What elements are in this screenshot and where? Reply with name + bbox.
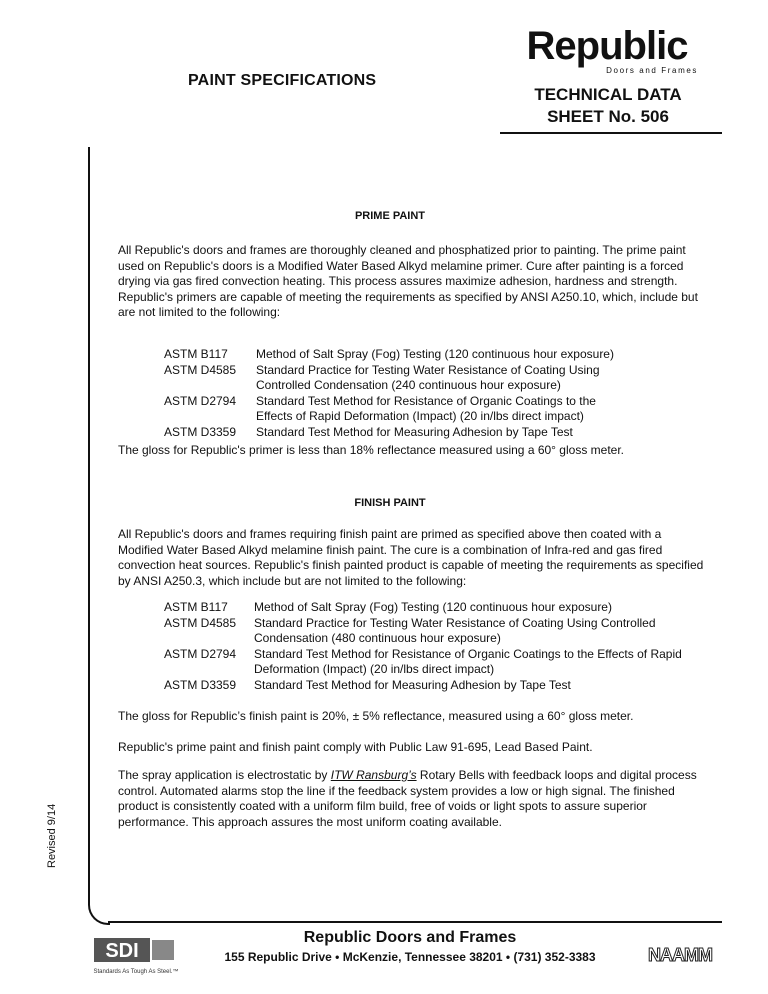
page-title: PAINT SPECIFICATIONS	[188, 72, 377, 89]
itw-ransburg-link[interactable]: ITW Ransburg’s	[330, 768, 417, 782]
header-rule	[500, 132, 722, 134]
prime-paint-heading: PRIME PAINT	[354, 210, 426, 222]
standard-description: Standard Practice for Testing Water Resistance of Coating Using Controlled Condensation (480 continuous hour exposure)	[254, 615, 656, 645]
spray-application-paragraph	[118, 768, 704, 830]
sdi-logo-mark: SDI	[105, 940, 139, 962]
standard-description: Standard Test Method for Measuring Adhesion by Tape Test	[256, 424, 573, 439]
revision-note: Revised 9/14	[46, 803, 58, 868]
sdi-logo	[90, 936, 182, 976]
standard-code: ASTM D3359	[164, 677, 237, 692]
standard-code: ASTM D2794	[164, 646, 237, 661]
standard-code: ASTM D3359	[164, 424, 237, 439]
standard-code: ASTM D4585	[164, 362, 237, 377]
standard-description: Standard Test Method for Measuring Adhesion by Tape Test	[254, 677, 571, 692]
footer-company-name: Republic Doors and Frames	[303, 929, 517, 946]
finish-paint-intro: All Republic's doors and frames requiring finish paint are primed as specified above then coated with a Modified Water Based Alkyd melamine finish paint. The cure is a combination of Infra-red and gas fired convection heat sources. Republic's finish painted product is capable of meeting the requirements as specified by ANSI A250.3, which include but are not limited to the following:	[118, 527, 704, 588]
naamm-logo-mark: NAAMM	[648, 945, 712, 965]
logo-wordmark: Republic	[526, 24, 688, 68]
standard-description: Method of Salt Spray (Fog) Testing (120 continuous hour exposure)	[254, 600, 612, 614]
bottom-rule	[108, 921, 722, 923]
spray-text-after: Rotary Bells with feedback loops and digital process control. Automated alarms stop the line if the feedback system provides a low or high signal. The finished product is consistently coated with a uniform film build, free of voids or light spots to assure superior performance. This approach assures the most uniform coating available.	[118, 768, 697, 829]
footer-address: 155 Republic Drive • McKenzie, Tennessee 38201 • (731) 352-3383	[224, 950, 596, 964]
finish-gloss-note: The gloss for Republic’s finish paint is 20%, ± 5% reflectance, measured using a 60° gloss meter.	[118, 709, 634, 723]
naamm-logo	[640, 942, 720, 966]
spray-text-before: The spray application is electrostatic by	[118, 768, 331, 782]
finish-paint-heading: FINISH PAINT	[354, 497, 426, 509]
logo-subtitle: Doors and Frames	[606, 66, 698, 75]
standard-code: ASTM B117	[164, 600, 228, 614]
finish-standards-list	[164, 600, 704, 693]
standard-code: ASTM D4585	[164, 615, 237, 630]
compliance-note: Republic's prime paint and finish paint comply with Public Law 91-695, Lead Based Paint.	[118, 740, 593, 754]
standard-code: ASTM B117	[164, 347, 228, 361]
prime-paint-intro: All Republic's doors and frames are thoroughly cleaned and phosphatized prior to painting. The prime paint used on Republic's doors is a Modified Water Based Alkyd melamine primer. Cure after painting is a forced drying via gas fired convection heating. This process assures maximize adhesion, hardness and strength. Republic's primers are capable of meeting the requirements as specified by ANSI A250.10, which, include but are not limited to the following:	[118, 243, 698, 319]
standard-description: Standard Test Method for Resistance of Organic Coatings to the Effects of Rapid Deformation (Impact) (20 in/lbs direct impact)	[256, 393, 596, 423]
tds-line-2: SHEET No. 506	[547, 107, 669, 126]
standard-description: Standard Practice for Testing Water Resistance of Coating Using Controlled Condensation (240 continuous hour exposure)	[256, 362, 600, 392]
left-frame-line	[88, 147, 110, 925]
standard-code: ASTM D2794	[164, 393, 237, 408]
sdi-logo-side	[152, 940, 174, 960]
technical-data-sheet-label	[510, 84, 706, 128]
prime-gloss-note: The gloss for Republic's primer is less than 18% reflectance measured using a 60° gloss meter.	[118, 443, 624, 457]
tds-line-1: TECHNICAL DATA	[534, 85, 682, 104]
standard-description: Method of Salt Spray (Fog) Testing (120 continuous hour exposure)	[256, 347, 614, 361]
standard-description: Standard Test Method for Resistance of Organic Coatings to the Effects of Rapid Deformation (Impact) (20 in/lbs direct impact)	[254, 646, 682, 676]
prime-standards-list	[164, 347, 634, 440]
sdi-tagline: Standards As Tough As Steel.™	[93, 969, 179, 975]
republic-logo	[514, 24, 700, 75]
